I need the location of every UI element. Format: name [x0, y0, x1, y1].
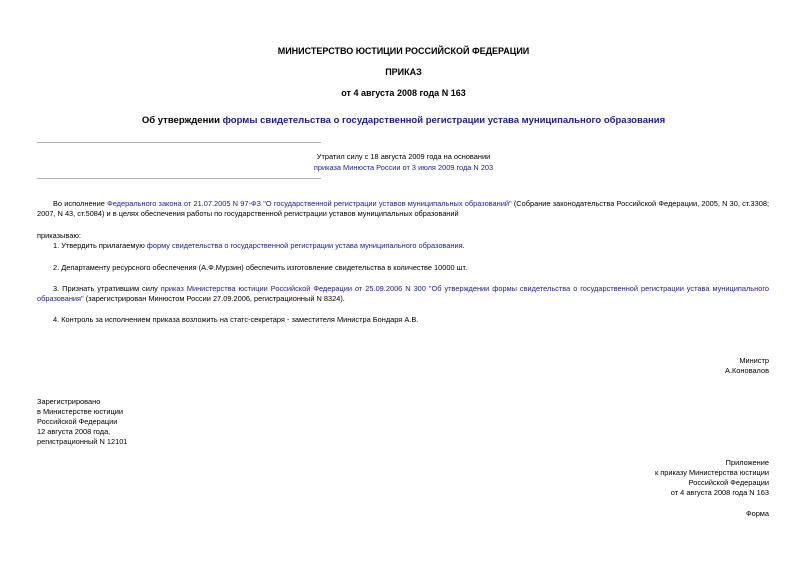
doc-date-number: от 4 августа 2008 года N 163 [341, 88, 466, 98]
doc-title [0, 115, 807, 128]
registration-line-5: регистрационный N 12101 [37, 436, 128, 446]
appendix-line-3: Российской Федерации [688, 477, 769, 487]
preamble-text-end: (Собрание законодательства Российской Федерации, 2005, N 30, ст.3308; 2007, N 43, ст.5084) и в целях обеспечения работы по государственной регистрации уставов муниципальных образований [37, 199, 769, 218]
registration-line-4: 12 августа 2008 года, [37, 426, 111, 436]
item-3-text: 3. Признать утратившим силу [53, 284, 161, 293]
item-3-link[interactable]: приказ Министерства юстиции Российской Федерации от 25.09.2006 N 300 "Об утверждении формы свидетельства о государственной регистрации устава муниципального образования" [37, 284, 769, 303]
form-label: Форма [745, 509, 769, 518]
repeal-order-link[interactable]: приказа Минюста России от 3 июля 2009 года N 203 [313, 163, 494, 172]
doc-title-link[interactable]: формы свидетельства о государственной регистрации устава муниципального образования [222, 115, 666, 126]
order-word: приказываю: [37, 231, 81, 240]
divider-top [37, 142, 321, 143]
doc-type-heading: ПРИКАЗ [385, 67, 422, 77]
doc-title-prefix: Об утверждении [141, 115, 223, 126]
signature-name: А.Коновалов [725, 365, 769, 375]
item-1 [37, 241, 769, 251]
preamble-paragraph [37, 199, 769, 219]
item-3 [37, 284, 769, 304]
item-4: 4. Контроль за исполнением приказа возложить на статс-секретаря - заместителя Министра Бондаря А.В. [53, 315, 419, 324]
divider-bottom [37, 178, 321, 179]
signature-position: Министр [739, 356, 769, 365]
federal-law-link[interactable]: Федерального закона от 21.07.2005 N 97-ФЗ "О государственной регистрации уставов муниципальных образований" [107, 199, 512, 208]
appendix-line-1: Приложение [725, 458, 769, 467]
item-1-text: 1. Утвердить прилагаемую [53, 241, 147, 250]
registration-line-2: в Министерстве юстиции [37, 406, 124, 416]
status-line-2 [0, 163, 807, 173]
appendix-block [655, 458, 769, 498]
appendix-line-4: от 4 августа 2008 года N 163 [670, 487, 769, 497]
item-3-end: (зарегистрирован Минюстом России 27.09.2006, регистрационный N 8324). [83, 293, 345, 303]
appendix-line-2: к приказу Министерства юстиции [654, 467, 769, 477]
registration-line-3: Российской Федерации [37, 416, 118, 426]
status-line-1: Утратил силу с 18 августа 2009 года на основании [316, 152, 491, 161]
signature-block [725, 356, 769, 376]
registration-line-1: Зарегистрировано [37, 397, 101, 406]
item-1-link[interactable]: форму свидетельства о государственной регистрации устава муниципального образования [146, 241, 463, 250]
preamble-text-start: Во исполнение [53, 199, 108, 208]
item-1-end: . [462, 241, 465, 250]
ministry-heading: МИНИСТЕРСТВО ЮСТИЦИИ РОССИЙСКОЙ ФЕДЕРАЦИИ [277, 46, 530, 56]
registration-block [37, 397, 127, 447]
item-2: 2. Департаменту ресурсного обеспечения (А.Ф.Мурзин) обеспечить изготовление свидетельства в количестве 10000 шт. [53, 263, 468, 272]
